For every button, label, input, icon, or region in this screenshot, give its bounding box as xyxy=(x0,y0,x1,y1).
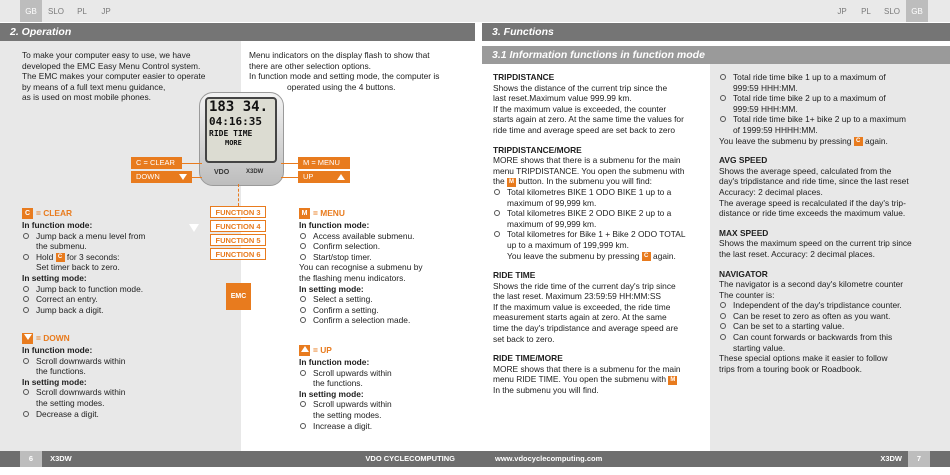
label-m-menu: M = MENU xyxy=(298,157,350,169)
display-more: MORE xyxy=(225,139,242,147)
device-model: X3DW xyxy=(246,169,264,175)
footer-url[interactable]: www.vdocyclecomputing.com xyxy=(495,454,603,463)
callout-line-menu xyxy=(281,163,298,164)
page-number-right: 7 xyxy=(908,451,930,467)
cycle-computer-image xyxy=(199,92,284,186)
display-time: 04:16:35 xyxy=(209,115,262,128)
callout-line-down xyxy=(192,177,202,178)
callout-line-clear xyxy=(182,163,202,164)
section-title-functions: 3. Functions xyxy=(482,23,950,41)
down-arrow-icon xyxy=(179,174,187,180)
clear-block: C = CLEAR In function mode: Jump back a menu level from the submenu. Hold C for 3 seconds: Set timer back to zero. In setting mode: Jump back to function mode. Correct an entry. Jump back a digit. xyxy=(22,208,237,315)
lang-tab[interactable]: SLO xyxy=(47,7,64,16)
functions-column-2: Total ride time bike 1 up to a maximum of 999:59 HHH:MM. Total ride time bike 2 up to a maximum of 999:59 HHH:MM. Total ride time bike 1+ bike 2 up to a maximum of 1999:59 HHHH:MM. You leave the submenu by pressing C again. AVG SPEED Shows the average speed, calculated from the day's tripdistance and ride time, since the last reset Accuracy: 2 decimal places. The average speed is recalculated if the day's trip- distance or ride time exceeds the maximum value. MAX SPEED Shows the maximum speed on the current trip since the last reset. Accuracy: 2 decimal places. NAVIGATOR The navigator is a second day's kilometre counter The counter is: Independent of the day's tripdistance counter. Can be reset to zero as often as you want. Can be set to a starting value. Can count forwards or backwards from this starting value. These special options make it easier to follow trips from a touring book or Roadbook. xyxy=(719,72,945,374)
lang-tab[interactable]: JP xyxy=(837,7,847,16)
emc-logo: EMC xyxy=(226,283,251,310)
lang-tab[interactable]: GB xyxy=(20,0,42,22)
clear-key-icon: C xyxy=(56,253,65,262)
page-number-left: 6 xyxy=(20,451,42,467)
section-title-operation: 2. Operation xyxy=(0,23,475,41)
menu-indicator-text: Menu indicators on the display flash to show that there are other selection options. In function mode and setting mode, the computer is operated using the 4 buttons. xyxy=(249,50,440,92)
label-c-clear: C = CLEAR xyxy=(131,157,182,169)
menu-block: M = MENU In function mode: Access available submenu. Confirm selection. Start/stop timer. You can recognise a submenu by the flashing menu indicators. In setting mode: Select a setting. Confirm a setting. Confirm a selection made. xyxy=(299,208,471,326)
callout-line-up xyxy=(281,177,298,178)
display-mode: RIDE TIME xyxy=(209,129,253,138)
lang-tab[interactable]: PL xyxy=(861,7,871,16)
clear-key-icon: C xyxy=(22,208,33,219)
lang-tab[interactable]: PL xyxy=(77,7,87,16)
footer-model-right: X3DW xyxy=(880,454,902,463)
footer-model-left: X3DW xyxy=(50,454,72,463)
functions-column-1: TRIPDISTANCE Shows the distance of the current trip since the last reset.Maximum value 999.99 km. If the maximum value is exceeded, the counter starts again at zero. At the same time the values for ride time and average speed are set back to zero TRIPDISTANCE/MORE MORE shows that there is a submenu for the main menu TRIPDISTANCE. You open the submenu with the M button. In the submenu you will find: Total kilometres BIKE 1 ODO BIKE 1 up to a maximum of 99,999 km. Total kilometres BIKE 2 ODO BIKE 2 up to a maximum of 99,999 km. Total kilometres for Bike 1 + Bike 2 ODO TOTAL up to a maximum of 199,999 km. You leave the submenu by pressing C again. RIDE TIME Shows the ride time of the current day's trip since the last reset. Maximum 23:59:59 HH:MM:SS If the maximum value is exceeded, the ride time measurement starts again at zero. At the same time the day's tripdistance and average speed are set back to zero. RIDE TIME/MORE MORE shows that there is a submenu for the main menu RIDE TIME. You open the submenu with M In the submenu you will find. xyxy=(493,72,708,396)
label-down: DOWN xyxy=(131,171,192,183)
callout-line-function xyxy=(238,184,240,206)
lang-tab[interactable]: GB xyxy=(906,0,928,22)
label-up: UP xyxy=(298,171,350,183)
up-key-icon xyxy=(299,345,310,356)
menu-key-icon: M xyxy=(299,208,310,219)
footer-brand: VDO CYCLECOMPUTING xyxy=(365,454,455,463)
function-item: FUNCTION 6 xyxy=(210,248,266,260)
function-item: FUNCTION 3 xyxy=(210,206,266,218)
function-item: FUNCTION 4 xyxy=(210,220,266,232)
computer-display xyxy=(205,97,277,163)
menu-key-icon: M xyxy=(508,178,514,185)
lang-tab[interactable]: SLO xyxy=(883,7,900,16)
intro-text: To make your computer easy to use, we have developed the EMC Easy Menu Control system. The EMC makes your computer easier to operate by means of a full text menu guidance, as is used on most mobile phones. xyxy=(22,50,206,103)
down-block: = DOWN In function mode: Scroll downwards within the functions. In setting mode: Scroll downwards within the setting modes. Decrease a digit. xyxy=(22,333,237,419)
language-tabs-left xyxy=(20,0,118,22)
device-brand: VDO xyxy=(214,169,230,176)
scroll-up-icon xyxy=(270,225,280,233)
subsection-title: 3.1 Information functions in function mode xyxy=(482,46,950,64)
up-arrow-icon xyxy=(337,174,345,180)
function-item: FUNCTION 5 xyxy=(210,234,266,246)
display-speed: 183 34. xyxy=(209,99,269,115)
language-tabs-right xyxy=(830,0,928,22)
footer-right xyxy=(475,451,950,467)
footer-left xyxy=(0,451,475,467)
down-key-icon xyxy=(22,333,33,344)
up-block: = UP In function mode: Scroll upwards within the functions. In setting mode: Scroll upwards within the setting modes. Increase a digit. xyxy=(299,345,471,431)
clear-key-icon: C xyxy=(642,252,651,261)
lang-tab[interactable]: JP xyxy=(101,7,111,16)
menu-key-icon: M xyxy=(670,376,676,383)
clear-key-icon: C xyxy=(854,137,863,146)
